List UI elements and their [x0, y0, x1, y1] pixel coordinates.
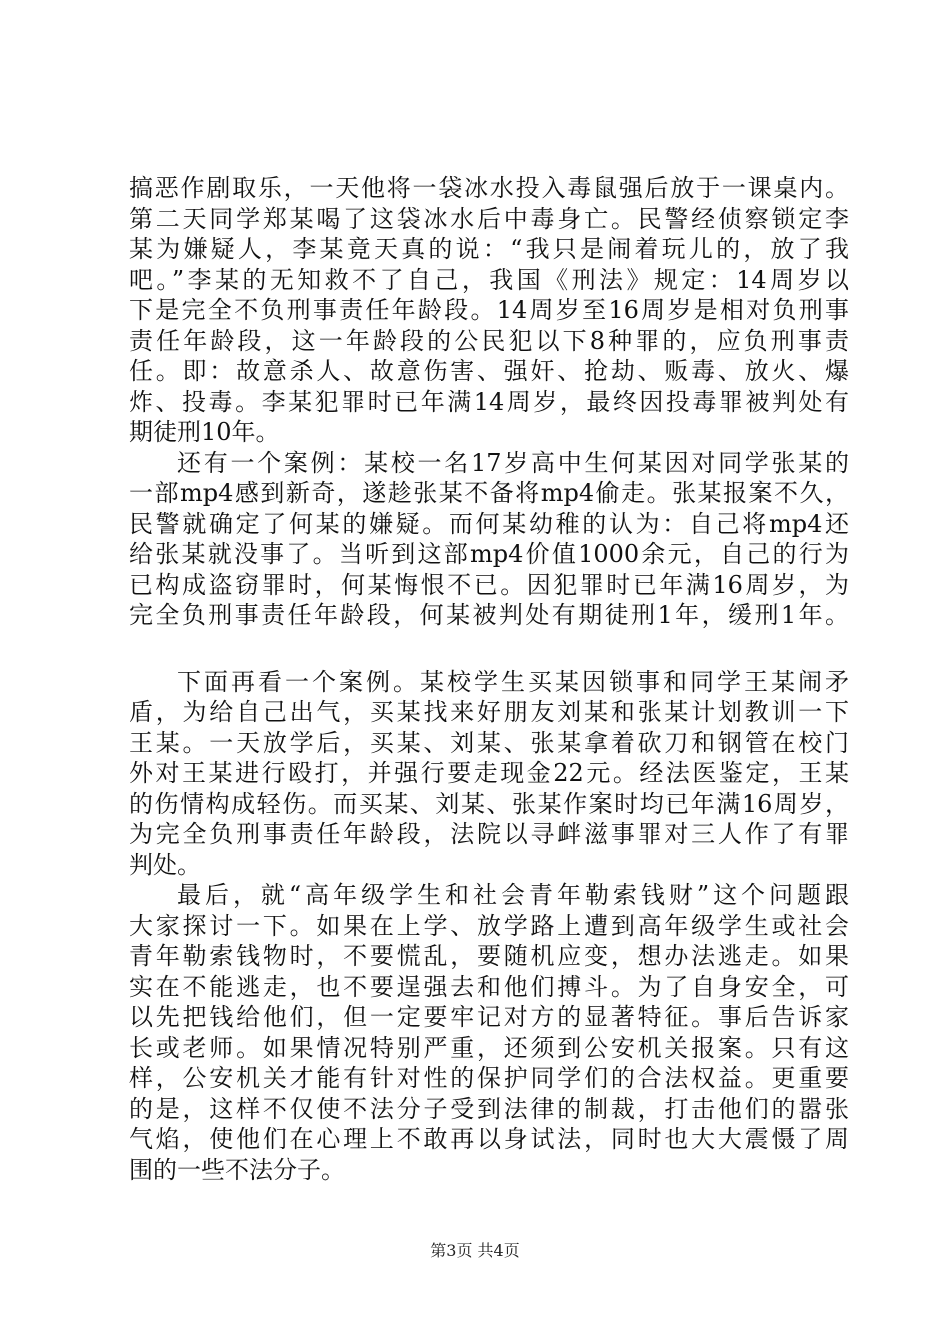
- text-line: 已构成盗窃罪时，何某悔恨不已。因犯罪时已年满16周岁，为: [129, 570, 849, 599]
- text-line: 的伤情构成轻伤。而买某、刘某、张某作案时均已年满16周岁，: [129, 789, 849, 818]
- text-line: 大家探讨一下。如果在上学、放学路上遭到高年级学生或社会: [129, 911, 849, 940]
- text-line: 给张某就没事了。当听到这部mp4价值1000余元，自己的行为: [129, 540, 849, 568]
- text-line: 第二天同学郑某喝了这袋冰水后中毒身亡。民警经侦察锁定李: [129, 204, 849, 233]
- text-line: 炸、投毒。李某犯罪时已年满14周岁，最终因投毒罪被判处有: [129, 387, 849, 416]
- text-line: 围的一些不法分子。: [129, 1155, 345, 1184]
- text-line: 搞恶作剧取乐，一天他将一袋冰水投入毒鼠强后放于一课桌内。: [129, 174, 849, 202]
- text-line: 判处。: [129, 850, 201, 879]
- text-line: 以先把钱给他们，但一定要牢记对方的显著特征。事后告诉家: [129, 1003, 849, 1031]
- text-line: 下面再看一个案例。某校学生买某因锁事和同学王某闹矛: [177, 667, 849, 696]
- text-line: 期徒刑10年。: [129, 418, 280, 446]
- text-line: 外对王某进行殴打，并强行要走现金22元。经法医鉴定，王某: [129, 759, 849, 787]
- text-line: 的是，这样不仅使不法分子受到法律的制裁，打击他们的嚣张: [129, 1094, 849, 1123]
- text-line: 责任年龄段，这一年龄段的公民犯以下8种罪的，应负刑事责: [129, 326, 849, 355]
- page-footer: 第3页 共4页: [430, 1241, 520, 1260]
- text-line: 盾，为给自己出气，买某找来好朋友刘某和张某计划教训一下: [129, 698, 849, 726]
- text-line: 实在不能逃走，也不要逞强去和他们搏斗。为了自身安全，可: [129, 972, 849, 1001]
- text-line: 一部mp4感到新奇，遂趁张某不备将mp4偷走。张某报案不久，: [129, 479, 849, 507]
- text-line: 任。即：故意杀人、故意伤害、强奸、抢劫、贩毒、放火、爆: [129, 357, 849, 385]
- text-line: 样，公安机关才能有针对性的保护同学们的合法权益。更重要: [129, 1064, 849, 1092]
- text-line: 吧。”李某的无知救不了自己，我国《刑法》规定：14周岁以: [129, 265, 849, 294]
- text-line: 下是完全不负刑事责任年龄段。14周岁至16周岁是相对负刑事: [129, 296, 849, 324]
- text-line: 某为嫌疑人，李某竟天真的说：“我只是闹着玩儿的，放了我: [129, 235, 849, 263]
- text-line: 王某。一天放学后，买某、刘某、张某拿着砍刀和钢管在校门: [129, 728, 849, 757]
- text-line: 长或老师。如果情况特别严重，还须到公安机关报案。只有这: [129, 1033, 849, 1062]
- text-line: 完全负刑事责任年龄段，何某被判处有期徒刑1年，缓刑1年。: [129, 601, 849, 629]
- text-line: 最后，就“高年级学生和社会青年勒索钱财”这个问题跟: [177, 881, 849, 909]
- text-line: 还有一个案例：某校一名17岁高中生何某因对同学张某的: [177, 448, 849, 477]
- text-line: 气焰，使他们在心理上不敢再以身试法，同时也大大震慑了周: [129, 1125, 849, 1153]
- text-line: 青年勒索钱物时，不要慌乱，要随机应变，想办法逃走。如果: [129, 942, 849, 970]
- text-line: 为完全负刑事责任年龄段，法院以寻衅滋事罪对三人作了有罪: [129, 820, 849, 848]
- text-line: 民警就确定了何某的嫌疑。而何某幼稚的认为：自己将mp4还: [129, 509, 849, 538]
